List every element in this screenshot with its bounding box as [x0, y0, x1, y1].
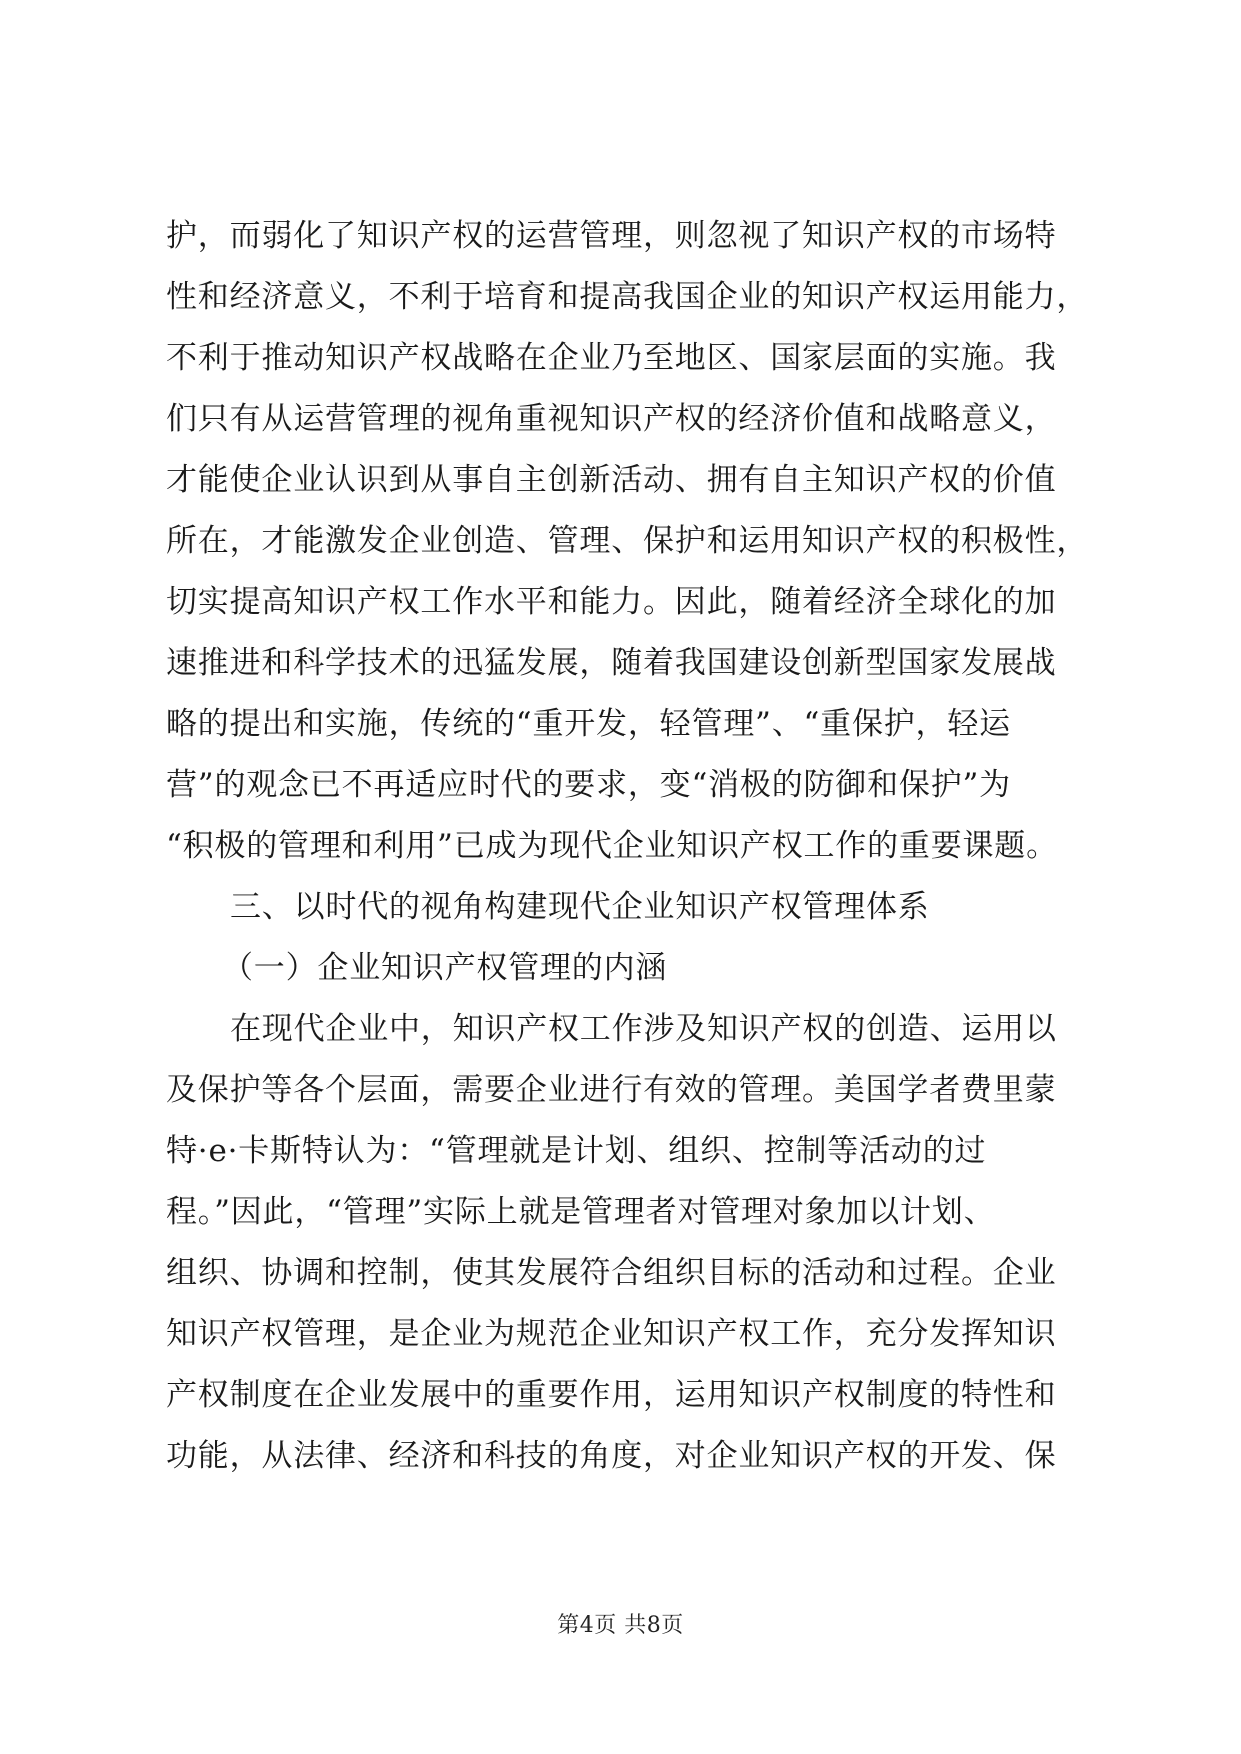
- text-line: 才能使企业认识到从事自主创新活动、拥有自主知识产权的价值: [166, 462, 1057, 498]
- text-line: 特·e·卡斯特认为：“管理就是计划、组织、控制等活动的过: [166, 1133, 987, 1169]
- text-line: 所在，才能激发企业创造、管理、保护和运用知识产权的积极性，: [166, 523, 1089, 559]
- text-line: 切实提高知识产权工作水平和能力。因此，随着经济全球化的加: [166, 584, 1057, 620]
- text-line: 及保护等各个层面，需要企业进行有效的管理。美国学者费里蒙: [166, 1072, 1057, 1108]
- text-line: 程。”因此，“管理”实际上就是管理者对管理对象加以计划、: [166, 1194, 996, 1230]
- text-line: 知识产权管理，是企业为规范企业知识产权工作，充分发挥知识: [166, 1316, 1057, 1352]
- text-line: 速推进和科学技术的迅猛发展，随着我国建设创新型国家发展战: [166, 645, 1057, 681]
- text-line: 功能，从法律、经济和科技的角度，对企业知识产权的开发、保: [166, 1438, 1057, 1474]
- text-line: 护，而弱化了知识产权的运营管理，则忽视了知识产权的市场特: [166, 218, 1057, 254]
- text-line: 组织、协调和控制，使其发展符合组织目标的活动和过程。企业: [166, 1255, 1057, 1291]
- text-line: “积极的管理和利用”已成为现代企业知识产权工作的重要课题。: [166, 828, 1058, 864]
- text-line: 们只有从运营管理的视角重视知识产权的经济价值和战略意义，: [166, 401, 1057, 437]
- page-footer: 第4页 共8页: [557, 1613, 684, 1638]
- text-line: 不利于推动知识产权战略在企业乃至地区、国家层面的实施。我: [166, 340, 1057, 376]
- text-line: 性和经济意义，不利于培育和提高我国企业的知识产权运用能力，: [166, 279, 1089, 315]
- text-line: 在现代企业中，知识产权工作涉及知识产权的创造、运用以: [230, 1011, 1057, 1047]
- text-line: 产权制度在企业发展中的重要作用，运用知识产权制度的特性和: [166, 1377, 1057, 1413]
- body-text: [166, 206, 1106, 1487]
- text-line: 略的提出和实施，传统的“重开发，轻管理”、“重保护，轻运: [166, 706, 1011, 742]
- section-heading: 三、以时代的视角构建现代企业知识产权管理体系: [230, 889, 930, 925]
- text-line: 营”的观念已不再适应时代的要求，变“消极的防御和保护”为: [166, 767, 1011, 803]
- subsection-heading: （一）企业知识产权管理的内涵: [222, 950, 668, 986]
